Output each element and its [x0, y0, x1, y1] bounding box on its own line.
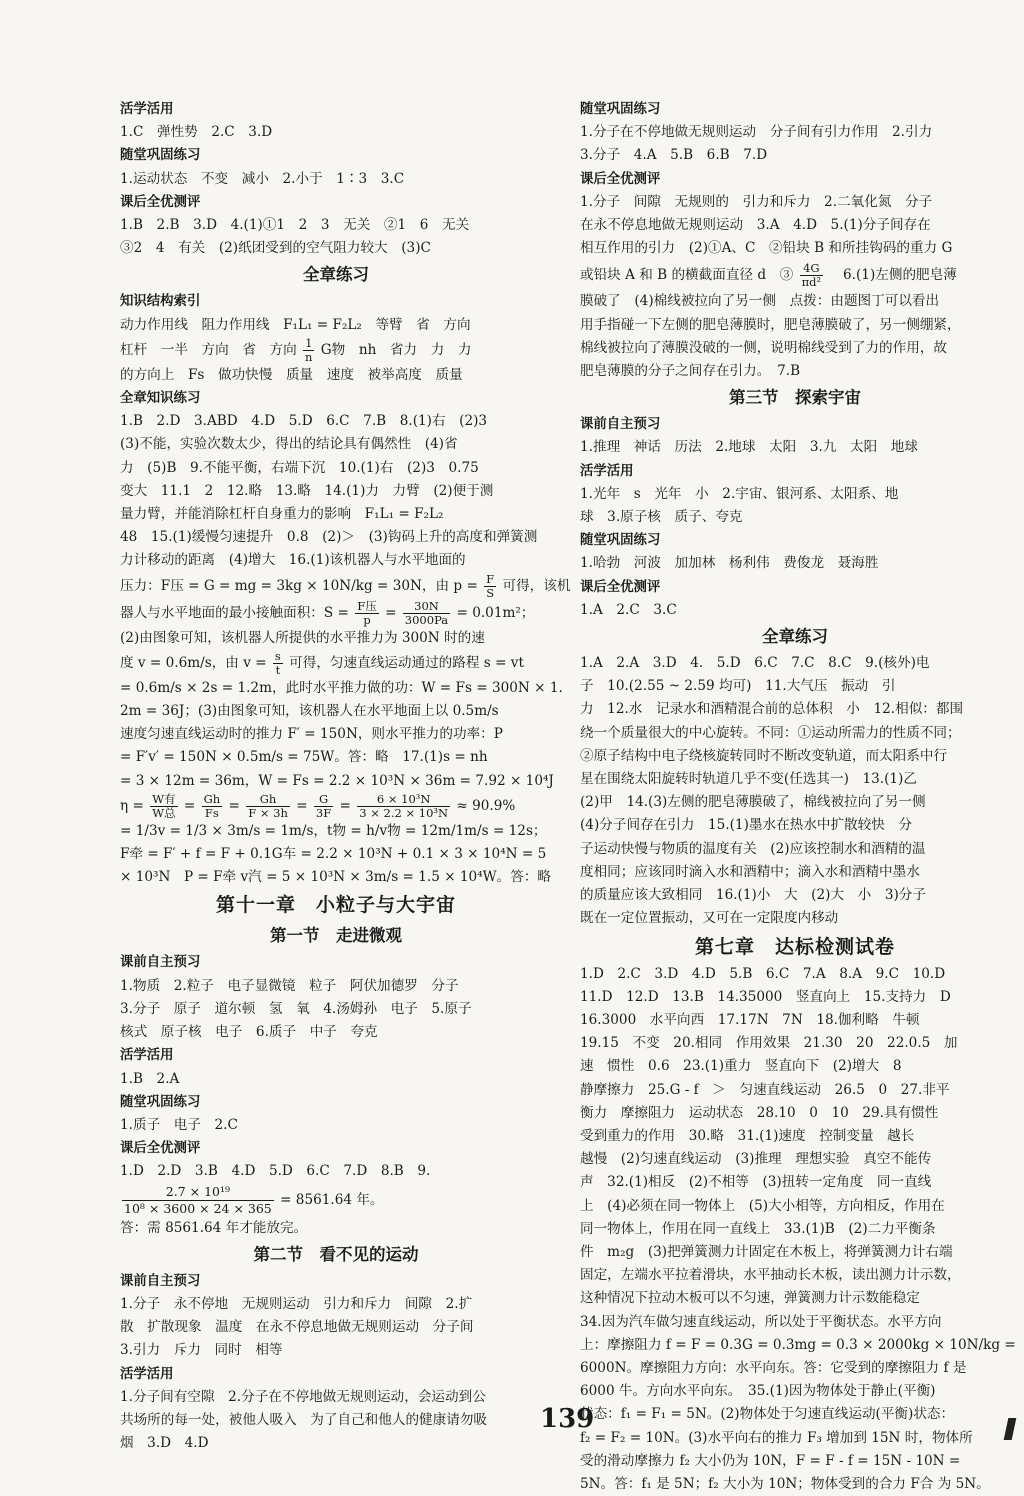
fraction [355, 600, 378, 627]
section-heading: 课后全优测评 [120, 194, 201, 210]
page-number: 139 [540, 1404, 595, 1434]
answer-line: 6000N。摩擦阻力方向：水平向东。答：它受到的摩擦阻力 f 是 [580, 1359, 967, 1376]
answer-line: 声 32.(1)相反 (2)不相等 (3)扭转一定角度 同一直线 [580, 1174, 932, 1191]
answer-line: 绕一个质量很大的中心旋转。不同：①运动所需力的性质不同； [580, 724, 961, 741]
answer-line: 1.C 弹性势 2.C 3.D [120, 124, 273, 141]
fraction-denominator: πd² [801, 275, 822, 290]
answer-line: ②原子结构中电子绕核旋转同时不断改变轨道，而太阳系中行 [580, 747, 948, 764]
efficiency-equation [120, 793, 552, 820]
answer-line: 子运动快慢与物质的温度有关 (2)应该控制水和酒精的温 [580, 840, 926, 857]
answer-line: 量力臂，并能消除杠杆自身重力的影响 F₁L₁ = F₂L₂ [120, 506, 444, 523]
answer-line: ③2 4 有关 (2)纸团受到的空气阻力较大 (3)C [120, 240, 431, 257]
chapter-practice-title: 全章练习 [762, 627, 828, 647]
answer-line [120, 337, 552, 364]
answer-line: 核式 原子核 电子 6.质子 中子 夸克 [120, 1024, 378, 1041]
answer-line: 1.物质 2.粒子 电子显微镜 粒子 阿伏加德罗 分子 [120, 977, 459, 994]
answer-text: 或铅块 A 和 B 的横截面直径 d ③ [580, 267, 794, 284]
answer-line: 球 3.原子核 质子、夸克 [580, 509, 743, 526]
answer-line: 1.D 2.D 3.B 4.D 5.D 6.C 7.D 8.B 9. [120, 1163, 431, 1180]
fraction [150, 793, 177, 820]
fraction-numerator: 1 [303, 337, 314, 351]
answer-line: 静摩擦力 25.G - f ＞ 匀速直线运动 26.5 0 27.非平 [580, 1081, 950, 1098]
answer-line: 1.质子 电子 2.C [120, 1116, 238, 1133]
answer-line: 变大 11.1 2 12.略 13.略 14.(1)力 力臂 (2)便于测 [120, 482, 494, 499]
answer-text: 可得，该机 [502, 577, 571, 594]
fraction-denominator: t [275, 662, 281, 677]
answer-text: η = [120, 797, 144, 814]
answer-text: 压力：F压 = G = mg = 3kg × 10N/kg = 30N，由 p = [120, 577, 478, 594]
answer-line: 34.因为汽车做匀速直线运动，所以处于平衡状态。水平方向 [580, 1313, 942, 1330]
fraction-numerator: 6 × 10³N [357, 793, 450, 807]
answer-line: 力计移动的距离 (4)增大 16.(1)该机器人与水平地面的 [120, 552, 466, 569]
section-heading: 活学活用 [120, 102, 174, 117]
fraction-numerator: 4G [800, 262, 824, 276]
fraction [273, 650, 283, 677]
answer-line: 共场所的每一处，被他人吸入 为了自己和他人的健康请勿吸 [120, 1411, 488, 1428]
answer-line [580, 260, 1010, 290]
answer-line: 1.光年 s 光年 小 2.宇宙、银河系、太阳系、地 [580, 485, 899, 502]
fraction-numerator: s [274, 648, 281, 663]
answer-line: (2)甲 14.(3)左侧的肥皂薄膜破了，棉线被拉向了另一侧 [580, 794, 926, 811]
section-heading: 课前自主预习 [580, 417, 661, 433]
section-heading: 随堂巩固练习 [580, 102, 661, 117]
answer-line: 6000 牛。方向水平向东。 35.(1)因为物体处于静止(平衡) [580, 1383, 936, 1400]
answer-text: 度 v = 0.6m/s，由 v = [120, 654, 267, 671]
section-heading: 课后全优测评 [120, 1141, 201, 1157]
chapter-practice-title: 全章练习 [303, 265, 369, 285]
answer-text: 杠杆 一半 方向 省 方向 [120, 341, 297, 358]
fraction-numerator: F压 [357, 598, 377, 613]
answer-line: 1.B 2.A [120, 1070, 180, 1087]
answer-text: ≈ 90.9% [456, 797, 516, 814]
answer-text: 6.(1)左侧的肥皂薄 [829, 267, 957, 284]
fraction [303, 337, 314, 364]
answer-line: 子 10.(2.55 ~ 2.59 均可) 11.大气压 振动 引 [580, 678, 896, 695]
fraction-denominator: F × 3h [248, 805, 288, 820]
fraction [314, 793, 333, 820]
answer-text: 可得，匀速直线运动通过的路程 s = vt [289, 654, 524, 671]
answer-line: 1.分子 间隙 无规则的 引力和斥力 2.二氧化氮 分子 [580, 193, 933, 210]
fraction-denominator: 3F [315, 805, 332, 820]
answer-line: 1.A 2.C 3.C [580, 601, 677, 618]
answer-line: 1.D 2.C 3.D 4.D 5.B 6.C 7.A 8.A 9.C 10.D [580, 965, 946, 982]
section-heading: 全章知识练习 [120, 391, 201, 407]
answer-line: 上：摩擦阻力 f = F = 0.3G = 0.3mg = 0.3 × 2000kg × 10N/kg = [580, 1336, 1016, 1353]
answer-text: G物 nh 省力 力 力 [320, 341, 472, 358]
answer-line: 3.分子 原子 道尔顿 氢 氧 4.汤姆孙 电子 5.原子 [120, 1000, 472, 1017]
answer-line: 速 惯性 0.6 23.(1)重力 竖直向下 (2)增大 8 [580, 1058, 902, 1075]
section-heading: 活学活用 [120, 1048, 174, 1064]
fraction-numerator: 30N [403, 600, 450, 614]
fraction [403, 600, 450, 627]
equals-sign: = [228, 797, 240, 814]
answer-line: 固定，左端水平拉着滑块，水平抽动长木板，读出测力计示数， [580, 1267, 961, 1284]
answer-line: 1.A 2.A 3.D 4. 5.D 6.C 7.C 8.C 9.(核外)电 [580, 655, 930, 672]
answer-line: 力 12.水 记录水和酒精混合前的总体积 小 12.相似：都围 [580, 701, 964, 718]
answer-line: 速度匀速直线运动时的推力 F′ = 150N，则水平推力的功率：P [120, 726, 503, 743]
fraction [484, 573, 496, 600]
answer-line: 上 (4)必须在同一物体上 (5)大小相等，方向相反，作用在 [580, 1197, 945, 1214]
answer-line: 动力作用线 阻力作用线 F₁L₁ = F₂L₂ 等臂 省 方向 [120, 316, 471, 333]
answer-line: 件 m₂g (3)把弹簧测力计固定在木板上，将弹簧测力计右端 [580, 1243, 953, 1260]
answer-line: = F′v′ = 150N × 0.5m/s = 75W。答：略 17.(1)s = nh [120, 749, 488, 766]
answer-line: = 0.6m/s × 2s = 1.2m，此时水平推力做的功：W = Fs = 300N × 1. [120, 679, 563, 696]
answer-line: (2)由图象可知，该机器人所提供的水平推力为 300N 时的速 [120, 629, 485, 646]
fraction [202, 793, 223, 820]
answer-line: 散 扩散现象 温度 在永不停息地做无规则运动 分子间 [120, 1319, 474, 1336]
answer-line: 越慢 (2)匀速直线运动 (3)推理 理想实验 真空不能传 [580, 1151, 932, 1168]
answer-line [120, 571, 571, 600]
answer-line: 既在一定位置振动，又可在一定限度内移动 [580, 910, 839, 927]
answer-line [120, 650, 552, 677]
fraction-numerator: Gh [246, 793, 290, 807]
section-heading: 活学活用 [580, 463, 634, 479]
equals-sign: = [339, 797, 351, 814]
answer-line: 3.引力 斥力 同时 相等 [120, 1342, 283, 1359]
answer-line: 相互作用的引力 (2)①A、C ②铅块 B 和所挂钩码的重力 G [580, 240, 953, 257]
fraction [246, 793, 290, 820]
fraction-numerator: Gh [203, 791, 221, 806]
answer-line: 1.分子 永不停地 无规则运动 引力和斥力 间隙 2.扩 [120, 1295, 473, 1312]
answer-line: 1.哈勃 河波 加加林 杨利伟 费俊龙 聂海胜 [580, 555, 879, 572]
section-1-title: 第一节 走进微观 [270, 926, 402, 946]
section-heading: 课前自主预习 [120, 1273, 201, 1289]
answer-line: 16.3000 水平向西 17.17N 7N 18.伽利略 牛顿 [580, 1011, 920, 1028]
answer-line: 答：需 8561.64 年才能放完。 [120, 1219, 308, 1236]
fraction-denominator: Fs [204, 805, 219, 820]
fraction [800, 262, 824, 289]
answer-line: f₂ = F₂ = 10N。(3)水平向右的推力 F₃ 增加到 15N 时，物体所 [580, 1429, 973, 1446]
answer-line: 肥皂薄膜的分子之间存在引力。 7.B [580, 363, 801, 380]
section-heading: 活学活用 [120, 1366, 174, 1382]
answer-line: = 1/3v = 1/3 × 3m/s = 1m/s，t物 = h/v物 = 12m/1m/s = 12s； [120, 822, 547, 839]
answer-line: 1.分子在不停地做无规则运动 分子间有引力作用 2.引力 [580, 124, 933, 141]
answer-text: = 8561.64 年。 [280, 1191, 384, 1208]
chapter-7-test-title: 第七章 达标检测试卷 [694, 935, 895, 958]
answer-line: 用手指碰一下左侧的肥皂薄膜时，肥皂薄膜破了，另一侧绷紧， [580, 316, 961, 333]
fraction-denominator: p [363, 612, 371, 627]
fraction [357, 793, 450, 820]
answer-line: 11.D 12.D 13.B 14.35000 竖直向上 15.支持力 D [580, 988, 951, 1005]
answer-line: 1.B 2.D 3.ABD 4.D 5.D 6.C 7.B 8.(1)右 (2)3 [120, 413, 488, 430]
equals-sign: = [385, 604, 397, 621]
answer-line: F牵 = F′ + f = F + 0.1G车 = 2.2 × 10³N + 0.1 × 3 × 10⁴N = 5 [120, 846, 547, 863]
answer-line: 在永不停息地做无规则运动 3.A 4.D 5.(1)分子间存在 [580, 217, 931, 234]
answer-line: 这种情况下拉动木板可以不匀速，弹簧测力计示数能稳定 [580, 1290, 920, 1307]
fraction-denominator: S [486, 585, 495, 600]
answer-line: 烟 3.D 4.D [120, 1435, 209, 1452]
section-heading: 知识结构索引 [120, 294, 201, 310]
answer-line: = 3 × 12m = 36m，W = Fs = 2.2 × 10³N × 36m = 7.92 × 10⁴J [120, 772, 554, 789]
answer-line: 力 (5)B 9.不能平衡，右端下沉 10.(1)右 (2)3 0.75 [120, 459, 479, 476]
section-heading: 随堂巩固练习 [580, 533, 661, 549]
section-heading: 课前自主预习 [120, 955, 201, 971]
answer-text: 器人与水平地面的最小接触面积：S = [120, 604, 349, 621]
fraction-numerator: 2.7 × 10¹⁹ [122, 1184, 274, 1201]
fraction-denominator: W总 [152, 805, 176, 820]
section-heading: 课后全优测评 [580, 579, 661, 595]
section-2-title: 第二节 看不见的运动 [253, 1244, 419, 1264]
answer-line: 衡力 摩擦阻力 运动状态 28.10 0 10 29.具有惯性 [580, 1104, 939, 1121]
answer-line: 5N。答：f₁ 是 5N；f₂ 大小为 10N；物体受到的合力 F合 为 5N。 [580, 1475, 990, 1492]
answer-line: 状态：f₁ = F₁ = 5N。(2)物体处于匀速直线运动(平衡)状态： [580, 1406, 955, 1423]
fraction-numerator: G [314, 793, 333, 807]
answer-line: 1.B 2.B 3.D 4.(1)①1 2 3 无关 ②1 6 无关 [120, 217, 470, 234]
answer-line: 1.分子间有空隙 2.分子在不停地做无规则运动，会运动到公 [120, 1388, 486, 1405]
answer-line: 2m = 36J；(3)由图象可知，该机器人在水平地面上以 0.5m/s [120, 703, 499, 720]
answer-line: (4)分子间存在引力 15.(1)墨水在热水中扩散较快 分 [580, 817, 913, 834]
right-column [580, 98, 1016, 1496]
answer-text: = 0.01m²； [456, 604, 535, 621]
section-heading: 随堂巩固练习 [120, 148, 201, 164]
answer-line: 19.15 不变 20.相同 作用效果 21.30 20 22.0.5 加 [580, 1035, 958, 1052]
answer-line: 同一物体上，作用在同一直线上 33.(1)B (2)二力平衡条 [580, 1220, 936, 1237]
answer-line [120, 600, 552, 627]
answer-line: 48 15.(1)缓慢匀速提升 0.8 (2)＞ (3)钩码上升的高度和弹簧测 [120, 529, 538, 546]
time-calculation [120, 1184, 552, 1217]
fraction-numerator: F [486, 571, 495, 586]
fraction-denominator: 10⁸ × 3600 × 24 × 365 [124, 1200, 272, 1216]
chapter-11-title: 第十一章 小粒子与大宇宙 [215, 894, 456, 917]
fraction-numerator: W有 [152, 791, 176, 806]
answer-line: 的方向上 Fs 做功快慢 质量 速度 被举高度 质量 [120, 366, 463, 383]
section-3-title: 第三节 探索宇宙 [729, 388, 861, 408]
answer-line: 星在围绕太阳旋转时轨道几乎不变(任选其一) 13.(1)乙 [580, 771, 917, 788]
fraction [122, 1184, 274, 1217]
answer-line: 棉线被拉向了薄膜没破的一侧，说明棉线受到了力的作用，故 [580, 339, 948, 356]
fraction-denominator: 3 × 2.2 × 10³N [359, 805, 449, 820]
fraction-denominator: 3000Pa [404, 612, 449, 627]
answer-line: 度相同；应该同时滴入水和酒精中；滴入水和酒精中墨水 [580, 863, 920, 880]
equals-sign: = [296, 797, 308, 814]
answer-line: 受的滑动摩擦力 f₂ 大小仍为 10N，F = F - f = 15N - 10N = [580, 1452, 961, 1469]
answer-line: 1.推理 神话 历法 2.地球 太阳 3.九 太阳 地球 [580, 439, 918, 456]
answer-line: (3)不能，实验次数太少，得出的结论具有偶然性 (4)省 [120, 436, 458, 453]
answer-line: 1.运动状态 不变 减小 2.小于 1∶3 3.C [120, 170, 405, 187]
equals-sign: = [183, 797, 196, 814]
answer-line: 膜破了 (4)棉线被拉向了另一侧 点拨：由题图丁可以看出 [580, 293, 940, 310]
section-heading: 随堂巩固练习 [120, 1094, 201, 1110]
answer-line: × 10³N P = F牵 v汽 = 5 × 10³N × 3m/s = 1.5 × 10⁴W。答：略 [120, 869, 552, 886]
answer-line: 受到重力的作用 30.略 31.(1)速度 控制变量 越长 [580, 1127, 915, 1144]
section-heading: 课后全优测评 [580, 171, 661, 187]
fraction-denominator: n [305, 349, 313, 364]
answer-line: 3.分子 4.A 5.B 6.B 7.D [580, 147, 768, 164]
answer-line: 的质量应该大致相同 16.(1)小 大 (2)大 小 3)分子 [580, 887, 926, 904]
